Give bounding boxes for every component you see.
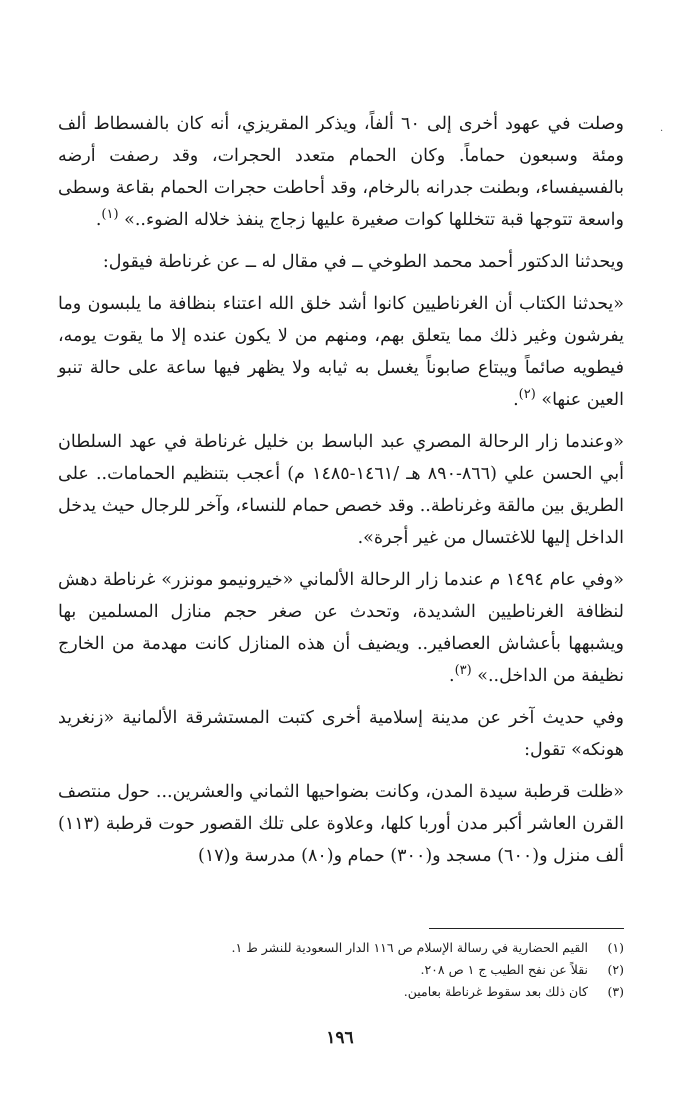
footnote-2: (٢) نقلاً عن نفح الطيب ج ١ ص ٢٠٨. [420,962,624,977]
footnote-1: (١) القيم الحضارية في رسالة الإسلام ص ١١٦ الدار السعودية للنشر ط ١. [231,940,624,955]
footnotes [58,928,624,1003]
paragraph-4: «وعندما زار الرحالة المصري عبد الباسط بن خليل غرناطة في عهد السلطان أبي الحسن علي (٨٦٦-٨٩٠ هـ /١٤٦١-١٤٨٥ م) أعجب بتنظيم الحمامات.. على الطريق بين مالقة وغرناطة.. وقد خصص حمام للنساء، وآخر للرجال حيث يدخل الداخل إليها للاغتسال من غير أجرة». [58,432,624,548]
paragraph-5: «وفي عام ١٤٩٤ م عندما زار الرحالة الألماني «خيرونيمو مونزر» غرناطة دهش لنظافة الغرناطيين الشديدة، وتحدث عن صغر حجم منازل المسلمين بها ويشبهها بأعشاش العصافير.. ويضيف أن هذه المنازل كانت مهدمة من الخارج نظيفة من الداخل..» $^{(٣)}$. [58,570,625,686]
footnote-3: (٣) كان ذلك بعد سقوط غرناطة بعامين. [403,984,624,999]
footnote-ref-3[interactable]: (٣) [454,663,472,679]
paragraph-6: وفي حديث آخر عن مدينة إسلامية أخرى كتبت المستشرقة الألمانية «زنغريد هونكه» تقول: [58,708,624,760]
paragraph-1: وصلت في عهود أخرى إلى ٦٠ ألفاً، ويذكر المقريزي، أنه كان بالفسطاط ألف ومئة وسبعون حماماً. وكان الحمام متعدد الحجرات، وقد رصفت أرضه بالفسيفساء، وبطنت جدرانه بالرخام، وقد أحاطت حجرات الحمام بقاعة وسطى واسعة تتوجها قبة تتخللها كوات صغيرة عليها زجاج ينفذ خلاله الضوء..» $^{(١)}$. [58,114,624,230]
footnote-ref-1[interactable]: (١) [101,207,119,223]
footnote-ref-2[interactable]: (٢) [518,387,536,403]
paragraph-7: «ظلت قرطبة سيدة المدن، وكانت بضواحيها الثماني والعشرين... حول منتصف القرن العاشر أكبر مدن أوربا كلها، وعلاوة على تلك القصور حوت قرطبة (١١٣) ألف منزل و(٦٠٠) مسجد و(٣٠٠) حمام و(٨٠) مدرسة و(١٧) [58,782,624,866]
paragraph-3: «يحدثنا الكتاب أن الغرناطيين كانوا أشد خلق الله اعتناء بنظافة ما يلبسون وما يفرشون وغير ذلك مما يتعلق بهم، ومنهم من لا يكون عنده إلا ما يقوت يومه، فيطويه صائماً ويبتاع صابوناً يغسل به ثيابه ولا يظهر فيها ساعة على حالة تنبو العين عنها» $^{(٢)}$. [58,294,624,410]
body-text [58,108,624,882]
paragraph-2: ويحدثنا الدكتور أحمد محمد الطوخي ــ في مقال له ــ عن غرناطة فيقول: [102,252,624,272]
page-number: ١٩٦ [326,1028,354,1048]
margin-mark: · [660,126,664,137]
footnote-divider [429,928,624,929]
